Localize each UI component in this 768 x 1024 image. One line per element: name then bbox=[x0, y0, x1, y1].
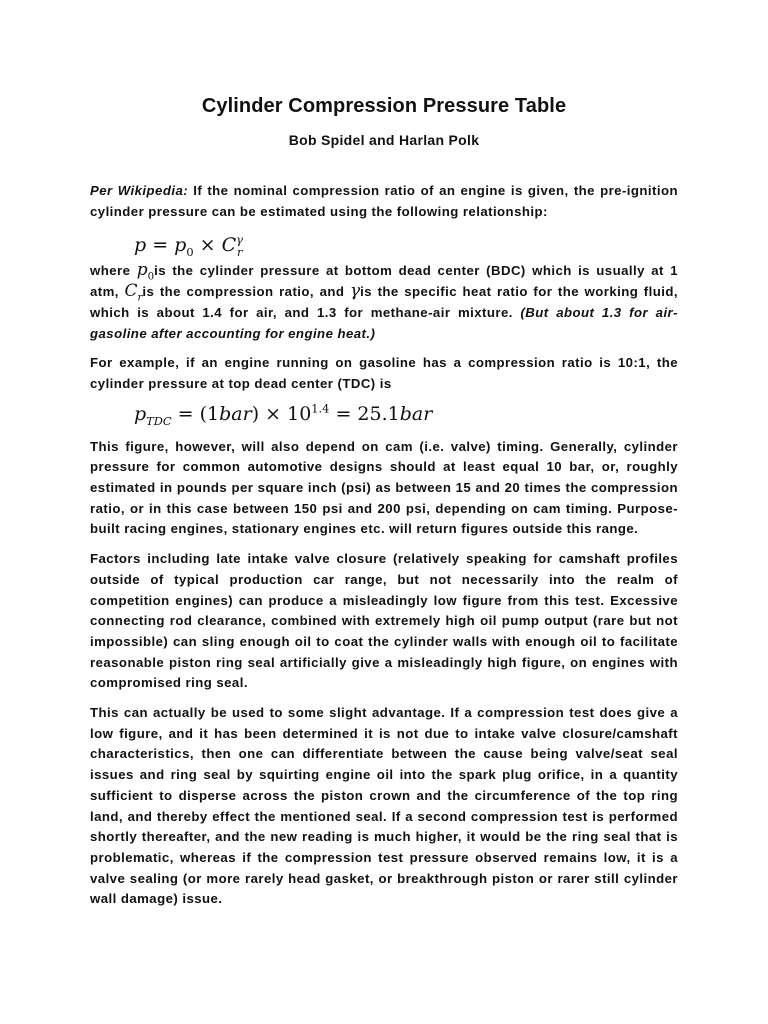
eq1-times: × bbox=[193, 234, 222, 257]
eq1-p: p bbox=[134, 234, 147, 257]
eq2-bar1: bar bbox=[219, 402, 252, 425]
eq1-equals: = bbox=[146, 234, 175, 257]
body-paragraph-3: This can actually be used to some slight advantage. If a compression test does give a low figure, and it has been determined it is not due to intake valve closure/camshaft characteristics, then one can differentiate between the cause being valve/seat seal issues and ring seal by squirting engine oil into the spark plug orifice, in a quantity sufficient to disperse across the piston crown and the circumference of the top ring land, and thereby effect the mentioned seal. If a second compression test is performed shortly thereafter, and the new reading is much higher, it would be the ring seal that is problematic, whereas if the compression test pressure observed remains low, it is a valve sealing (or more rarely head gasket, or breakthrough piston or rarer still cylinder wall damage) issue. bbox=[90, 705, 678, 907]
sym-p0-sub: 0 bbox=[147, 271, 155, 283]
symbol-cr bbox=[124, 281, 143, 304]
pressure-equation bbox=[134, 231, 678, 259]
eq2-exponent: 1.4 bbox=[311, 401, 330, 416]
where-t2: is the cylinder pressure at bottom dead center (BDC) which is usually at 1 atm, bbox=[90, 263, 678, 300]
eq2-tdc-sub: TDC bbox=[146, 413, 172, 428]
eq1-c: C bbox=[221, 234, 237, 257]
tdc-equation bbox=[134, 397, 678, 431]
intro-text: If the nominal compression ratio of an engine is given, the pre-ignition cylinder pressure can be estimated using the following relationship: bbox=[90, 183, 679, 219]
eq1-p0: p bbox=[174, 234, 187, 257]
wikipedia-lead: Per Wikipedia: bbox=[90, 183, 189, 198]
sym-cr: C bbox=[124, 281, 138, 302]
body-paragraph-2: Factors including late intake valve closure (relatively speaking for camshaft profiles outside of typical production car range, but not necessarily into the realm of competition engines) can produce a misleadingly low figure from this test. Excessive connecting rod clearance, combined with extremely high oil pump output (rare but not impossible) can sling enough oil to coat the cylinder walls with enough oil to facilitate reasonable piston ring seal artificially give a misleadingly high figure, on engines with compromised ring seal. bbox=[90, 551, 678, 691]
where-t4: is the specific heat ratio for the working fluid, which is about 1.4 for air, and 1.3 for methane-air mixture. bbox=[90, 284, 679, 320]
sym-p0: p bbox=[136, 260, 148, 281]
eq2-mid: ) × 10 bbox=[251, 402, 312, 425]
eq1-r-sub: r bbox=[236, 245, 243, 260]
intro-paragraph bbox=[90, 181, 678, 222]
where-t1: where bbox=[90, 263, 137, 279]
sym-cr-sub: r bbox=[137, 292, 143, 304]
eq2-result: = 25.1 bbox=[329, 402, 400, 425]
example-paragraph: For example, if an engine running on gasoline has a compression ratio is 10:1, the cylinder pressure at top dead center (TDC) is bbox=[90, 355, 678, 391]
body-paragraph-1: This figure, however, will also depend on cam (i.e. valve) timing. Generally, cylinder pressure for common automotive designs should at least equal 10 bar, or, roughly estimated in pounds per square inch (psi) as between 15 and 20 times the compression ratio, or in this case between 150 psi and 200 psi, depending on cam timing. Purpose-built racing engines, stationary engines etc. will return figures outside this range. bbox=[90, 438, 678, 537]
document-page bbox=[90, 95, 678, 919]
eq1-gamma-sup: γ bbox=[236, 233, 243, 248]
document-authors: Bob Spidel and Harlan Polk bbox=[288, 132, 480, 148]
eq2-p: p bbox=[134, 402, 147, 425]
where-paragraph bbox=[90, 261, 678, 344]
where-italic-note: (But about 1.3 for air-gasoline after accounting for engine heat.) bbox=[90, 304, 678, 341]
symbol-gamma: γ bbox=[349, 281, 361, 302]
eq2-bar2: bar bbox=[399, 402, 433, 425]
document-title: Cylinder Compression Pressure Table bbox=[201, 95, 567, 117]
eq1-p0-sub: 0 bbox=[186, 245, 194, 260]
where-t3: is the compression ratio, and bbox=[142, 284, 350, 300]
symbol-p0 bbox=[136, 260, 155, 283]
eq2-lhs: = (1 bbox=[171, 402, 220, 425]
